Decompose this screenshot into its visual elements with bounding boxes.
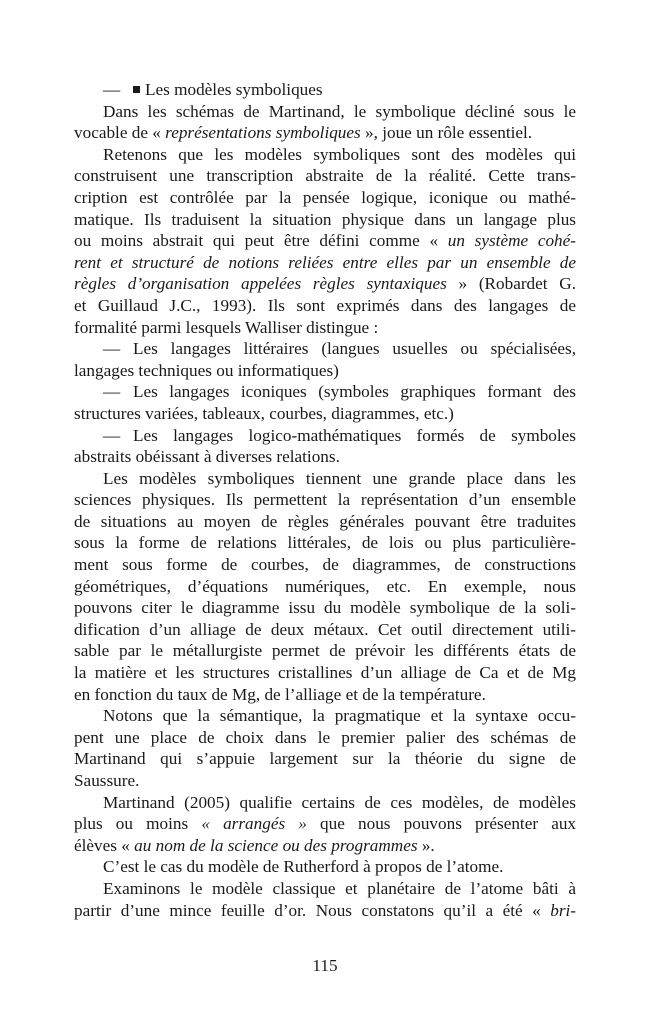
language-list [74, 338, 576, 468]
text-line: sable par le métallurgiste permet de prévoir les différents états de [74, 641, 576, 661]
text-line: sous la forme de relations littérales, de lois ou plus particulière- [74, 533, 576, 553]
paragraph-2 [74, 144, 576, 338]
text-line [74, 381, 576, 403]
text-line: Saussure. [74, 771, 140, 790]
text-line [74, 338, 576, 360]
text-line: langages techniques ou informatiques) [74, 360, 339, 380]
text-span: vocable de « [74, 123, 166, 143]
italic-quote: au nom de la science ou des programmes [134, 835, 418, 855]
text-line [74, 813, 576, 835]
text-span: Les langages logico-mathématiques formés de symboles [133, 425, 576, 445]
section-heading [74, 79, 576, 101]
text-line [74, 230, 576, 252]
text-line: C’est le cas du modèle de Rutherford à propos de l’atome. [103, 857, 504, 877]
text-line: formalité parmi lesquels Walliser distingue : [74, 317, 379, 337]
page-number: 115 [312, 956, 338, 975]
text-line: construisent une transcription abstraite de la réalité. Cette trans- [74, 166, 576, 186]
text-line: abstraits obéissant à diverses relations. [74, 447, 340, 467]
paragraph-7 [74, 878, 576, 921]
text-line: sciences physiques. Ils permettent la représentation d’un ensemble [74, 490, 576, 510]
italic-quote: « arrangés » [201, 814, 307, 834]
text-line [74, 252, 576, 274]
italic-quote: règles d’organisation appelées règles syntaxiques [74, 274, 447, 294]
italic-quote: rent et structuré de notions reliées entre elles par un ensemble de [74, 252, 576, 272]
text-line [74, 425, 576, 447]
text-line: ment sous forme de courbes, de diagrammes, de constructions [74, 555, 576, 575]
paragraph-1 [74, 101, 576, 144]
text-line [74, 273, 576, 295]
list-item [74, 338, 576, 381]
list-item [74, 425, 576, 468]
text-line [74, 122, 576, 144]
section-title: Les modèles symboliques [145, 80, 323, 99]
text-line: dification d’un alliage de deux métaux. Cet outil directement utili- [74, 619, 576, 639]
text-span: Les langages iconiques (symboles graphiques formant des [133, 382, 576, 402]
italic-quote: représentations symboliques [165, 123, 361, 143]
text-line: Examinons le modèle classique et planétaire de l’atome bâti à [103, 878, 576, 898]
italic-quote: un système cohé- [447, 231, 576, 251]
em-dash: — [103, 339, 121, 359]
text-line [74, 900, 576, 922]
text-span: partir d’une mince feuille d’or. Nous constatons qu’il a été « [74, 900, 551, 920]
text-span: Les langages littéraires (langues usuelles ou spécialisées, [133, 339, 576, 359]
text-line: Dans les schémas de Martinand, le symbolique décliné sous le [103, 101, 576, 121]
paragraph-5 [74, 792, 576, 857]
text-span: » (Robardet G. [446, 274, 576, 294]
paragraph-4 [74, 705, 576, 791]
text-span: », joue un rôle essentiel. [360, 123, 533, 143]
paragraph-3 [74, 468, 576, 706]
text-line: en fonction du taux de Mg, de l’alliage et de la température. [74, 684, 486, 704]
text-line: Martinand qui s’appuie largement sur la théorie du signe de [74, 749, 576, 769]
em-dash: — [103, 382, 121, 402]
text-line: de situations au moyen de règles générales pouvant être traduites [74, 511, 576, 531]
text-span: ». [417, 835, 435, 855]
square-bullet-icon [133, 86, 140, 93]
em-dash: — [103, 80, 121, 99]
text-span: élèves « [74, 835, 135, 855]
text-line: pouvons citer le diagramme issu du modèle symbolique de la soli- [74, 598, 576, 618]
text-line: Retenons que les modèles symboliques sont des modèles qui [103, 144, 576, 164]
text-line: cription est contrôlée par la pensée logique, iconique ou mathé- [74, 187, 576, 207]
italic-quote: bri- [550, 900, 576, 920]
paragraph-6 [74, 856, 576, 878]
text-line: Martinand (2005) qualifie certains de ces modèles, de modèles [103, 792, 576, 812]
em-dash: — [103, 425, 121, 445]
text-span: plus ou moins [74, 814, 202, 834]
book-page [74, 79, 576, 921]
text-line: la matière et les structures cristallines d’un alliage de Ca et de Mg [74, 663, 576, 683]
text-line: matique. Ils traduisent la situation physique dans un langage plus [74, 209, 576, 229]
text-line: Les modèles symboliques tiennent une grande place dans les [103, 468, 576, 488]
text-line: et Guillaud J.C., 1993). Ils sont exprimés dans des langages de [74, 295, 576, 315]
text-line: Notons que la sémantique, la pragmatique et la syntaxe occu- [103, 706, 576, 726]
text-line: structures variées, tableaux, courbes, diagrammes, etc.) [74, 403, 454, 423]
text-line: géométriques, d’équations numériques, etc. En exemple, nous [74, 576, 576, 596]
text-span: que nous pouvons présenter aux [306, 814, 577, 834]
text-line [74, 835, 576, 857]
text-line: pent une place de choix dans le premier palier des schémas de [74, 727, 576, 747]
list-item [74, 381, 576, 424]
text-span: ou moins abstrait qui peut être défini comme « [74, 231, 448, 251]
